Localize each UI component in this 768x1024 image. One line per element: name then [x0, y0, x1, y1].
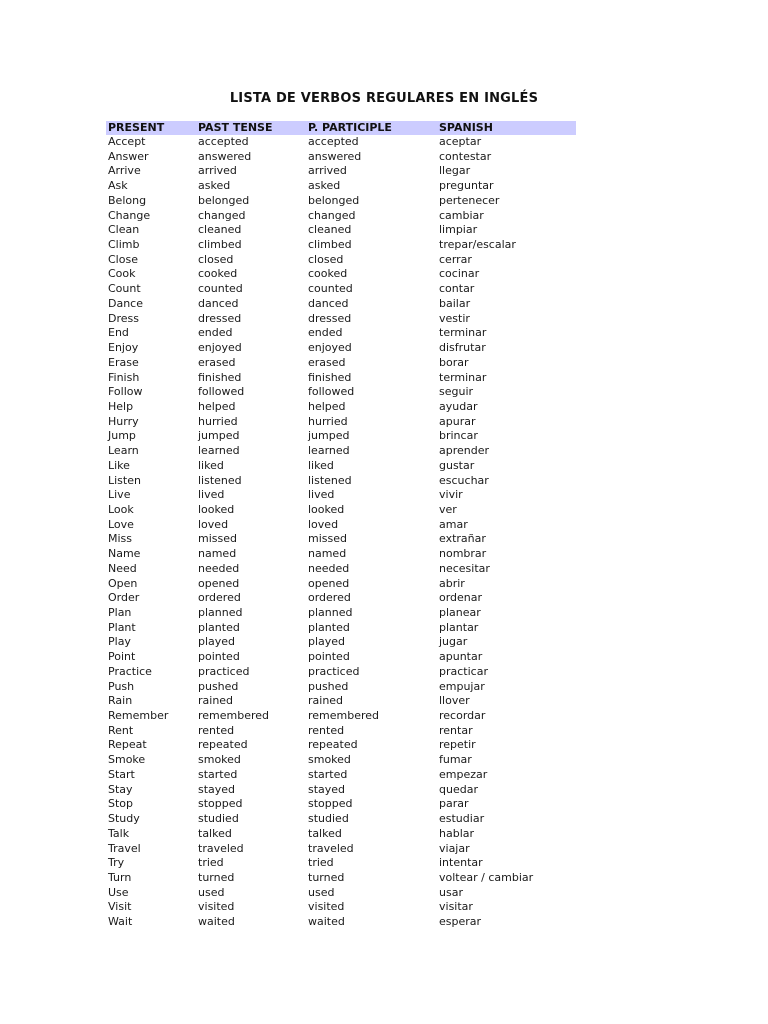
cell-past-participle: hurried	[308, 414, 348, 428]
cell-spanish: practicar	[439, 664, 488, 678]
table-row	[106, 621, 576, 636]
cell-past-tense: answered	[198, 149, 252, 163]
cell-present: Love	[108, 517, 134, 531]
cell-spanish: trepar/escalar	[439, 238, 516, 252]
cell-past-participle: jumped	[308, 429, 350, 443]
cell-present: Use	[108, 885, 129, 899]
cell-past-tense: traveled	[198, 841, 244, 855]
cell-past-participle: helped	[308, 399, 346, 413]
cell-present: Clean	[108, 223, 140, 237]
cell-present: Finish	[108, 370, 140, 384]
column-header-past-participle: P. PARTICIPLE	[306, 121, 437, 135]
cell-past-tense: looked	[198, 502, 235, 516]
cell-past-participle: cooked	[308, 267, 348, 281]
table-row	[106, 650, 576, 665]
cell-past-tense: learned	[198, 444, 240, 458]
cell-past-tense: listened	[198, 473, 242, 487]
cell-spanish: bailar	[439, 296, 471, 310]
cell-present: Climb	[108, 238, 140, 252]
cell-past-tense: loved	[198, 517, 229, 531]
table-row	[106, 797, 576, 812]
cell-past-tense: ended	[198, 326, 233, 340]
cell-spanish: ordenar	[439, 591, 483, 605]
cell-spanish: pertenecer	[439, 193, 500, 207]
cell-past-tense: cleaned	[198, 223, 242, 237]
table-row	[106, 282, 576, 297]
cell-present: Follow	[108, 385, 143, 399]
cell-spanish: preguntar	[439, 179, 494, 193]
cell-spanish: empujar	[439, 679, 485, 693]
cell-spanish: cocinar	[439, 267, 480, 281]
table-row	[106, 253, 576, 268]
table-header-row	[106, 121, 576, 135]
cell-past-tense: needed	[198, 561, 240, 575]
cell-past-tense: stopped	[198, 797, 243, 811]
cell-present: Answer	[108, 149, 149, 163]
cell-present: Count	[108, 282, 141, 296]
cell-spanish: aprender	[439, 444, 490, 458]
table-row	[106, 179, 576, 194]
cell-past-participle: studied	[308, 812, 349, 826]
table-row	[106, 135, 576, 150]
cell-past-tense: asked	[198, 179, 231, 193]
cell-present: Visit	[108, 900, 132, 914]
cell-past-tense: studied	[198, 812, 239, 826]
cell-spanish: recordar	[439, 709, 486, 723]
cell-past-participle: stopped	[308, 797, 353, 811]
cell-past-tense: opened	[198, 576, 240, 590]
table-row	[106, 694, 576, 709]
cell-spanish: vivir	[439, 488, 463, 502]
cell-present: Plant	[108, 620, 136, 634]
cell-spanish: voltear / cambiar	[439, 870, 534, 884]
cell-spanish: esperar	[439, 915, 482, 929]
cell-present: Name	[108, 547, 141, 561]
cell-past-tense: climbed	[198, 238, 242, 252]
cell-past-participle: belonged	[308, 193, 360, 207]
cell-past-participle: climbed	[308, 238, 352, 252]
table-row	[106, 635, 576, 650]
cell-present: Close	[108, 252, 138, 266]
cell-past-participle: listened	[308, 473, 352, 487]
cell-past-participle: changed	[308, 208, 356, 222]
cell-present: Like	[108, 458, 130, 472]
cell-past-tense: hurried	[198, 414, 238, 428]
table-row	[106, 400, 576, 415]
cell-past-participle: danced	[308, 296, 349, 310]
cell-present: Stay	[108, 782, 133, 796]
cell-past-tense: changed	[198, 208, 246, 222]
table-row	[106, 680, 576, 695]
cell-past-participle: named	[308, 547, 347, 561]
cell-past-participle: accepted	[308, 135, 359, 148]
cell-past-tense: enjoyed	[198, 341, 242, 355]
table-row	[106, 415, 576, 430]
table-row	[106, 371, 576, 386]
column-header-present: PRESENT	[106, 121, 196, 135]
cell-spanish: ayudar	[439, 399, 478, 413]
cell-past-participle: used	[308, 885, 335, 899]
cell-past-participle: erased	[308, 355, 346, 369]
cell-past-tense: lived	[198, 488, 225, 502]
cell-spanish: planear	[439, 606, 481, 619]
cell-present: Cook	[108, 267, 136, 281]
cell-past-tense: helped	[198, 399, 236, 413]
cell-spanish: llegar	[439, 164, 471, 178]
cell-past-participle: ordered	[308, 591, 351, 605]
table-row	[106, 562, 576, 577]
cell-past-participle: lived	[308, 488, 335, 502]
table-row	[106, 665, 576, 680]
cell-past-participle: opened	[308, 576, 350, 590]
cell-present: Stop	[108, 797, 134, 811]
cell-present: Practice	[108, 664, 152, 678]
cell-present: End	[108, 326, 129, 340]
cell-past-participle: cleaned	[308, 223, 352, 237]
cell-present: Belong	[108, 193, 147, 207]
cell-past-tense: remembered	[198, 709, 270, 723]
cell-present: Start	[108, 767, 135, 781]
table-row	[106, 267, 576, 282]
cell-past-tense: counted	[198, 282, 243, 296]
cell-present: Miss	[108, 532, 133, 546]
cell-past-participle: practiced	[308, 664, 360, 678]
table-body	[106, 135, 576, 930]
cell-present: Rent	[108, 723, 134, 737]
cell-spanish: hablar	[439, 826, 475, 840]
cell-past-tense: practiced	[198, 664, 250, 678]
cell-past-tense: pointed	[198, 650, 240, 664]
table-row	[106, 900, 576, 915]
cell-spanish: brincar	[439, 429, 478, 443]
table-row	[106, 312, 576, 327]
cell-present: Talk	[108, 826, 130, 840]
cell-past-tense: planned	[198, 606, 243, 619]
cell-past-tense: repeated	[198, 738, 248, 752]
cell-spanish: apuntar	[439, 650, 483, 664]
table-row	[106, 326, 576, 341]
table-row	[106, 429, 576, 444]
cell-past-tense: tried	[198, 856, 224, 870]
table-row	[106, 164, 576, 179]
cell-spanish: terminar	[439, 370, 487, 384]
cell-present: Rain	[108, 694, 133, 708]
cell-spanish: disfrutar	[439, 341, 486, 355]
table-row	[106, 856, 576, 871]
cell-present: Try	[108, 856, 125, 870]
cell-spanish: vestir	[439, 311, 470, 325]
cell-spanish: contar	[439, 282, 475, 296]
table-row	[106, 827, 576, 842]
cell-present: Live	[108, 488, 131, 502]
cell-past-participle: answered	[308, 149, 362, 163]
cell-spanish: gustar	[439, 458, 475, 472]
table-row	[106, 547, 576, 562]
column-header-past-tense: PAST TENSE	[196, 121, 306, 135]
cell-spanish: jugar	[439, 635, 468, 649]
cell-past-participle: planned	[308, 606, 353, 619]
cell-present: Play	[108, 635, 131, 649]
table-row	[106, 768, 576, 783]
cell-past-participle: stayed	[308, 782, 346, 796]
table-row	[106, 709, 576, 724]
cell-spanish: borar	[439, 355, 469, 369]
cell-past-tense: liked	[198, 458, 224, 472]
cell-past-tense: cooked	[198, 267, 238, 281]
cell-past-tense: followed	[198, 385, 245, 399]
table-row	[106, 238, 576, 253]
cell-spanish: plantar	[439, 620, 479, 634]
cell-spanish: usar	[439, 885, 463, 899]
table-row	[106, 385, 576, 400]
cell-past-participle: closed	[308, 252, 344, 266]
cell-present: Help	[108, 399, 134, 413]
table-row	[106, 738, 576, 753]
cell-spanish: visitar	[439, 900, 473, 914]
cell-present: Order	[108, 591, 140, 605]
table-row	[106, 459, 576, 474]
table-row	[106, 577, 576, 592]
cell-spanish: abrir	[439, 576, 465, 590]
cell-spanish: amar	[439, 517, 468, 531]
cell-present: Push	[108, 679, 135, 693]
cell-spanish: intentar	[439, 856, 483, 870]
cell-spanish: escuchar	[439, 473, 489, 487]
cell-present: Ask	[108, 179, 128, 193]
cell-past-tense: started	[198, 767, 238, 781]
cell-past-tense: waited	[198, 915, 235, 929]
cell-spanish: limpiar	[439, 223, 478, 237]
table-row	[106, 488, 576, 503]
table-row	[106, 518, 576, 533]
cell-past-tense: played	[198, 635, 236, 649]
cell-present: Enjoy	[108, 341, 139, 355]
cell-spanish: llover	[439, 694, 470, 708]
cell-past-participle: rented	[308, 723, 345, 737]
table-row	[106, 194, 576, 209]
cell-past-participle: pointed	[308, 650, 350, 664]
cell-present: Point	[108, 650, 136, 664]
table-row	[106, 209, 576, 224]
table-row	[106, 503, 576, 518]
cell-present: Hurry	[108, 414, 139, 428]
cell-past-tense: talked	[198, 826, 232, 840]
cell-past-tense: stayed	[198, 782, 236, 796]
cell-spanish: aceptar	[439, 135, 482, 148]
cell-present: Arrive	[108, 164, 141, 178]
cell-past-tense: visited	[198, 900, 235, 914]
table-row	[106, 915, 576, 930]
cell-past-participle: looked	[308, 502, 345, 516]
cell-present: Remember	[108, 709, 169, 723]
table-row	[106, 474, 576, 489]
cell-spanish: cerrar	[439, 252, 472, 266]
cell-past-tense: used	[198, 885, 225, 899]
table-row	[106, 783, 576, 798]
cell-present: Dance	[108, 296, 143, 310]
cell-past-tense: rained	[198, 694, 234, 708]
cell-spanish: viajar	[439, 841, 470, 855]
cell-past-participle: ended	[308, 326, 343, 340]
table-row	[106, 812, 576, 827]
cell-present: Smoke	[108, 753, 146, 767]
cell-past-participle: planted	[308, 620, 350, 634]
cell-present: Learn	[108, 444, 139, 458]
cell-past-participle: remembered	[308, 709, 380, 723]
table-row	[106, 532, 576, 547]
table-row	[106, 606, 576, 621]
cell-present: Jump	[108, 429, 136, 443]
cell-present: Dress	[108, 311, 139, 325]
cell-past-tense: erased	[198, 355, 236, 369]
cell-present: Erase	[108, 355, 139, 369]
table-row	[106, 341, 576, 356]
cell-spanish: ver	[439, 502, 457, 516]
cell-present: Look	[108, 502, 134, 516]
cell-past-participle: smoked	[308, 753, 351, 767]
cell-present: Accept	[108, 135, 146, 148]
cell-past-participle: asked	[308, 179, 341, 193]
cell-past-participle: counted	[308, 282, 353, 296]
cell-past-tense: missed	[198, 532, 237, 546]
cell-past-tense: arrived	[198, 164, 237, 178]
table-row	[106, 871, 576, 886]
cell-past-tense: named	[198, 547, 237, 561]
cell-past-tense: planted	[198, 620, 240, 634]
cell-past-participle: learned	[308, 444, 350, 458]
cell-past-participle: followed	[308, 385, 355, 399]
cell-present: Turn	[108, 870, 132, 884]
cell-spanish: fumar	[439, 753, 472, 767]
cell-spanish: cambiar	[439, 208, 484, 222]
cell-spanish: estudiar	[439, 812, 485, 826]
cell-past-tense: pushed	[198, 679, 239, 693]
cell-spanish: apurar	[439, 414, 476, 428]
cell-past-participle: missed	[308, 532, 347, 546]
table-row	[106, 297, 576, 312]
cell-past-participle: loved	[308, 517, 339, 531]
table-row	[106, 842, 576, 857]
cell-past-participle: turned	[308, 870, 345, 884]
table-row	[106, 223, 576, 238]
cell-past-tense: danced	[198, 296, 239, 310]
cell-past-participle: repeated	[308, 738, 358, 752]
cell-past-participle: finished	[308, 370, 352, 384]
cell-past-participle: needed	[308, 561, 350, 575]
cell-past-tense: finished	[198, 370, 242, 384]
cell-spanish: seguir	[439, 385, 474, 399]
cell-present: Study	[108, 812, 140, 826]
cell-present: Listen	[108, 473, 141, 487]
cell-present: Repeat	[108, 738, 147, 752]
cell-past-tense: smoked	[198, 753, 241, 767]
cell-past-participle: talked	[308, 826, 342, 840]
column-header-spanish: SPANISH	[437, 121, 576, 135]
cell-past-participle: traveled	[308, 841, 354, 855]
cell-past-participle: visited	[308, 900, 345, 914]
cell-past-participle: tried	[308, 856, 334, 870]
cell-spanish: extrañar	[439, 532, 486, 546]
cell-past-tense: dressed	[198, 311, 242, 325]
table-row	[106, 444, 576, 459]
cell-past-participle: liked	[308, 458, 334, 472]
cell-past-tense: jumped	[198, 429, 240, 443]
cell-past-tense: belonged	[198, 193, 250, 207]
cell-spanish: repetir	[439, 738, 476, 752]
cell-past-participle: rained	[308, 694, 344, 708]
cell-present: Open	[108, 576, 138, 590]
table-row	[106, 724, 576, 739]
verbs-table	[106, 121, 576, 930]
cell-present: Need	[108, 561, 137, 575]
cell-spanish: necesitar	[439, 561, 490, 575]
table-row	[106, 591, 576, 606]
table-row	[106, 753, 576, 768]
cell-past-participle: enjoyed	[308, 341, 352, 355]
cell-spanish: quedar	[439, 782, 478, 796]
cell-past-tense: closed	[198, 252, 234, 266]
cell-present: Wait	[108, 915, 133, 929]
cell-present: Plan	[108, 606, 132, 619]
cell-past-participle: waited	[308, 915, 345, 929]
cell-present: Travel	[108, 841, 141, 855]
table-row	[106, 150, 576, 165]
cell-past-tense: accepted	[198, 135, 249, 148]
cell-past-participle: played	[308, 635, 346, 649]
cell-spanish: empezar	[439, 767, 488, 781]
cell-spanish: rentar	[439, 723, 473, 737]
cell-spanish: nombrar	[439, 547, 487, 561]
cell-spanish: parar	[439, 797, 469, 811]
cell-past-participle: pushed	[308, 679, 349, 693]
cell-past-participle: arrived	[308, 164, 347, 178]
cell-past-tense: turned	[198, 870, 235, 884]
cell-past-participle: started	[308, 767, 348, 781]
cell-present: Change	[108, 208, 151, 222]
cell-spanish: contestar	[439, 149, 492, 163]
cell-past-tense: ordered	[198, 591, 241, 605]
table-row	[106, 886, 576, 901]
document-title: LISTA DE VERBOS REGULARES EN INGLÉS	[229, 91, 539, 106]
table-row	[106, 356, 576, 371]
cell-spanish: terminar	[439, 326, 487, 340]
cell-past-participle: dressed	[308, 311, 352, 325]
cell-past-tense: rented	[198, 723, 235, 737]
